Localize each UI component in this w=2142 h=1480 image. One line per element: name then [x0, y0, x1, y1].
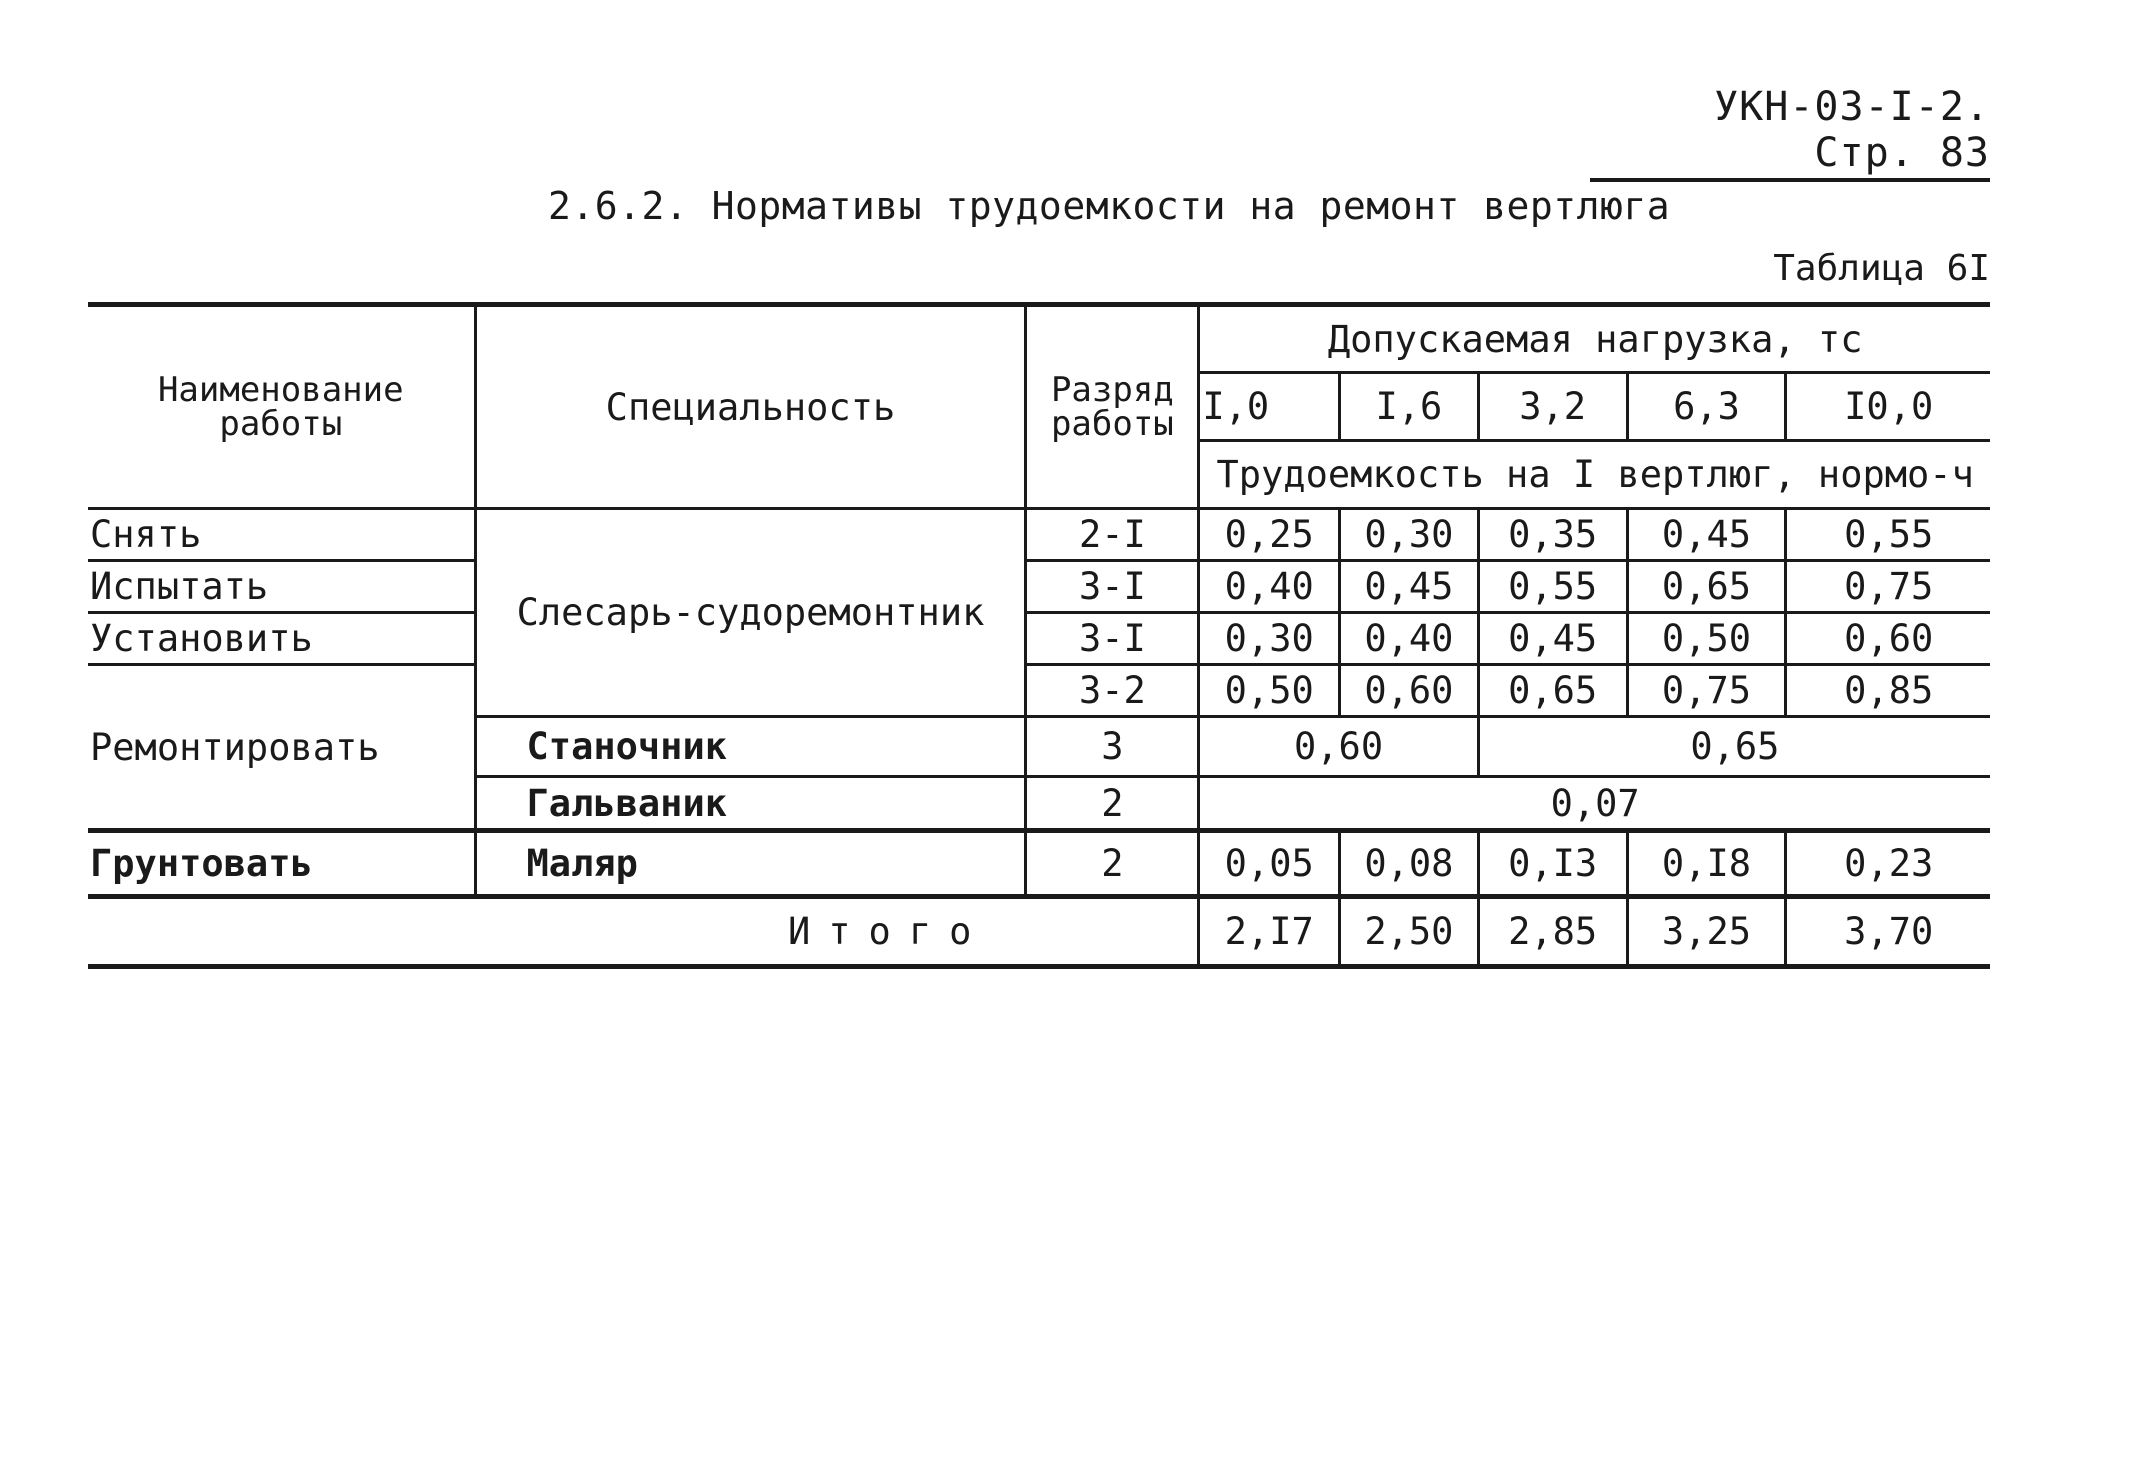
labor-norms-table [88, 302, 1990, 969]
table-row [88, 665, 1990, 717]
total-label: Итого [88, 897, 1199, 967]
total-value: 2,85 [1478, 897, 1627, 967]
header-grade: Разряд работы [1026, 305, 1199, 509]
total-row [88, 897, 1990, 967]
value-cell: 0,75 [1786, 561, 1990, 613]
value-cell: 0,30 [1340, 509, 1479, 561]
total-value: 2,I7 [1199, 897, 1340, 967]
load-value: 6,3 [1627, 373, 1786, 441]
value-cell: 0,08 [1340, 831, 1479, 897]
value-cell: 0,75 [1627, 665, 1786, 717]
value-cell: 0,65 [1627, 561, 1786, 613]
value-cell: 0,07 [1199, 777, 1990, 831]
table-row [88, 509, 1990, 561]
value-cell: 0,50 [1199, 665, 1340, 717]
work-name: Грунтовать [88, 831, 475, 897]
grade-cell: 2-I [1026, 509, 1199, 561]
grade-cell: 3-2 [1026, 665, 1199, 717]
work-name: Снять [88, 509, 475, 561]
value-cell: 0,I3 [1478, 831, 1627, 897]
load-value: I,6 [1340, 373, 1479, 441]
value-cell: 0,85 [1786, 665, 1990, 717]
value-cell: 0,60 [1786, 613, 1990, 665]
header-work-name: Наименование работы [88, 305, 475, 509]
value-cell: 0,23 [1786, 831, 1990, 897]
value-cell: 0,35 [1478, 509, 1627, 561]
total-value: 3,25 [1627, 897, 1786, 967]
value-cell: 0,55 [1478, 561, 1627, 613]
header-labor: Трудоемкость на I вертлюг, нормо-ч [1199, 441, 1990, 509]
page-reference: УКН-03-I-2. Стр. 83 [1590, 84, 1990, 182]
value-cell: 0,25 [1199, 509, 1340, 561]
value-cell: 0,I8 [1627, 831, 1786, 897]
work-name: Испытать [88, 561, 475, 613]
grade-cell: 3-I [1026, 613, 1199, 665]
table-row [88, 613, 1990, 665]
header-row-1 [88, 305, 1990, 373]
grade-cell: 2 [1026, 831, 1199, 897]
specialty-cell: Гальваник [475, 777, 1026, 831]
value-cell: 0,60 [1340, 665, 1479, 717]
header-specialty: Специальность [475, 305, 1026, 509]
specialty-cell: Слесарь-судоремонтник [475, 509, 1026, 717]
value-cell: 0,30 [1199, 613, 1340, 665]
table-row [88, 561, 1990, 613]
value-cell: 0,45 [1340, 561, 1479, 613]
value-cell: 0,55 [1786, 509, 1990, 561]
total-value: 2,50 [1340, 897, 1479, 967]
value-cell: 0,45 [1478, 613, 1627, 665]
value-cell: 0,65 [1478, 717, 1990, 777]
grade-cell: 3-I [1026, 561, 1199, 613]
load-value: 3,2 [1478, 373, 1627, 441]
grade-cell: 2 [1026, 777, 1199, 831]
section-title: 2.6.2. Нормативы трудоемкости на ремонт вертлюга [548, 184, 1671, 228]
value-cell: 0,60 [1199, 717, 1478, 777]
value-cell: 0,65 [1478, 665, 1627, 717]
load-value: I,0 [1199, 373, 1340, 441]
table-number: Таблица 6I [1773, 248, 1990, 289]
work-name: Установить [88, 613, 475, 665]
specialty-cell: Маляр [475, 831, 1026, 897]
total-value: 3,70 [1786, 897, 1990, 967]
table-row [88, 831, 1990, 897]
value-cell: 0,40 [1199, 561, 1340, 613]
value-cell: 0,05 [1199, 831, 1340, 897]
grade-cell: 3 [1026, 717, 1199, 777]
load-value: I0,0 [1786, 373, 1990, 441]
work-name: Ремонтировать [88, 665, 475, 831]
value-cell: 0,45 [1627, 509, 1786, 561]
specialty-cell: Станочник [475, 717, 1026, 777]
value-cell: 0,40 [1340, 613, 1479, 665]
value-cell: 0,50 [1627, 613, 1786, 665]
header-load: Допускаемая нагрузка, тс [1199, 305, 1990, 373]
